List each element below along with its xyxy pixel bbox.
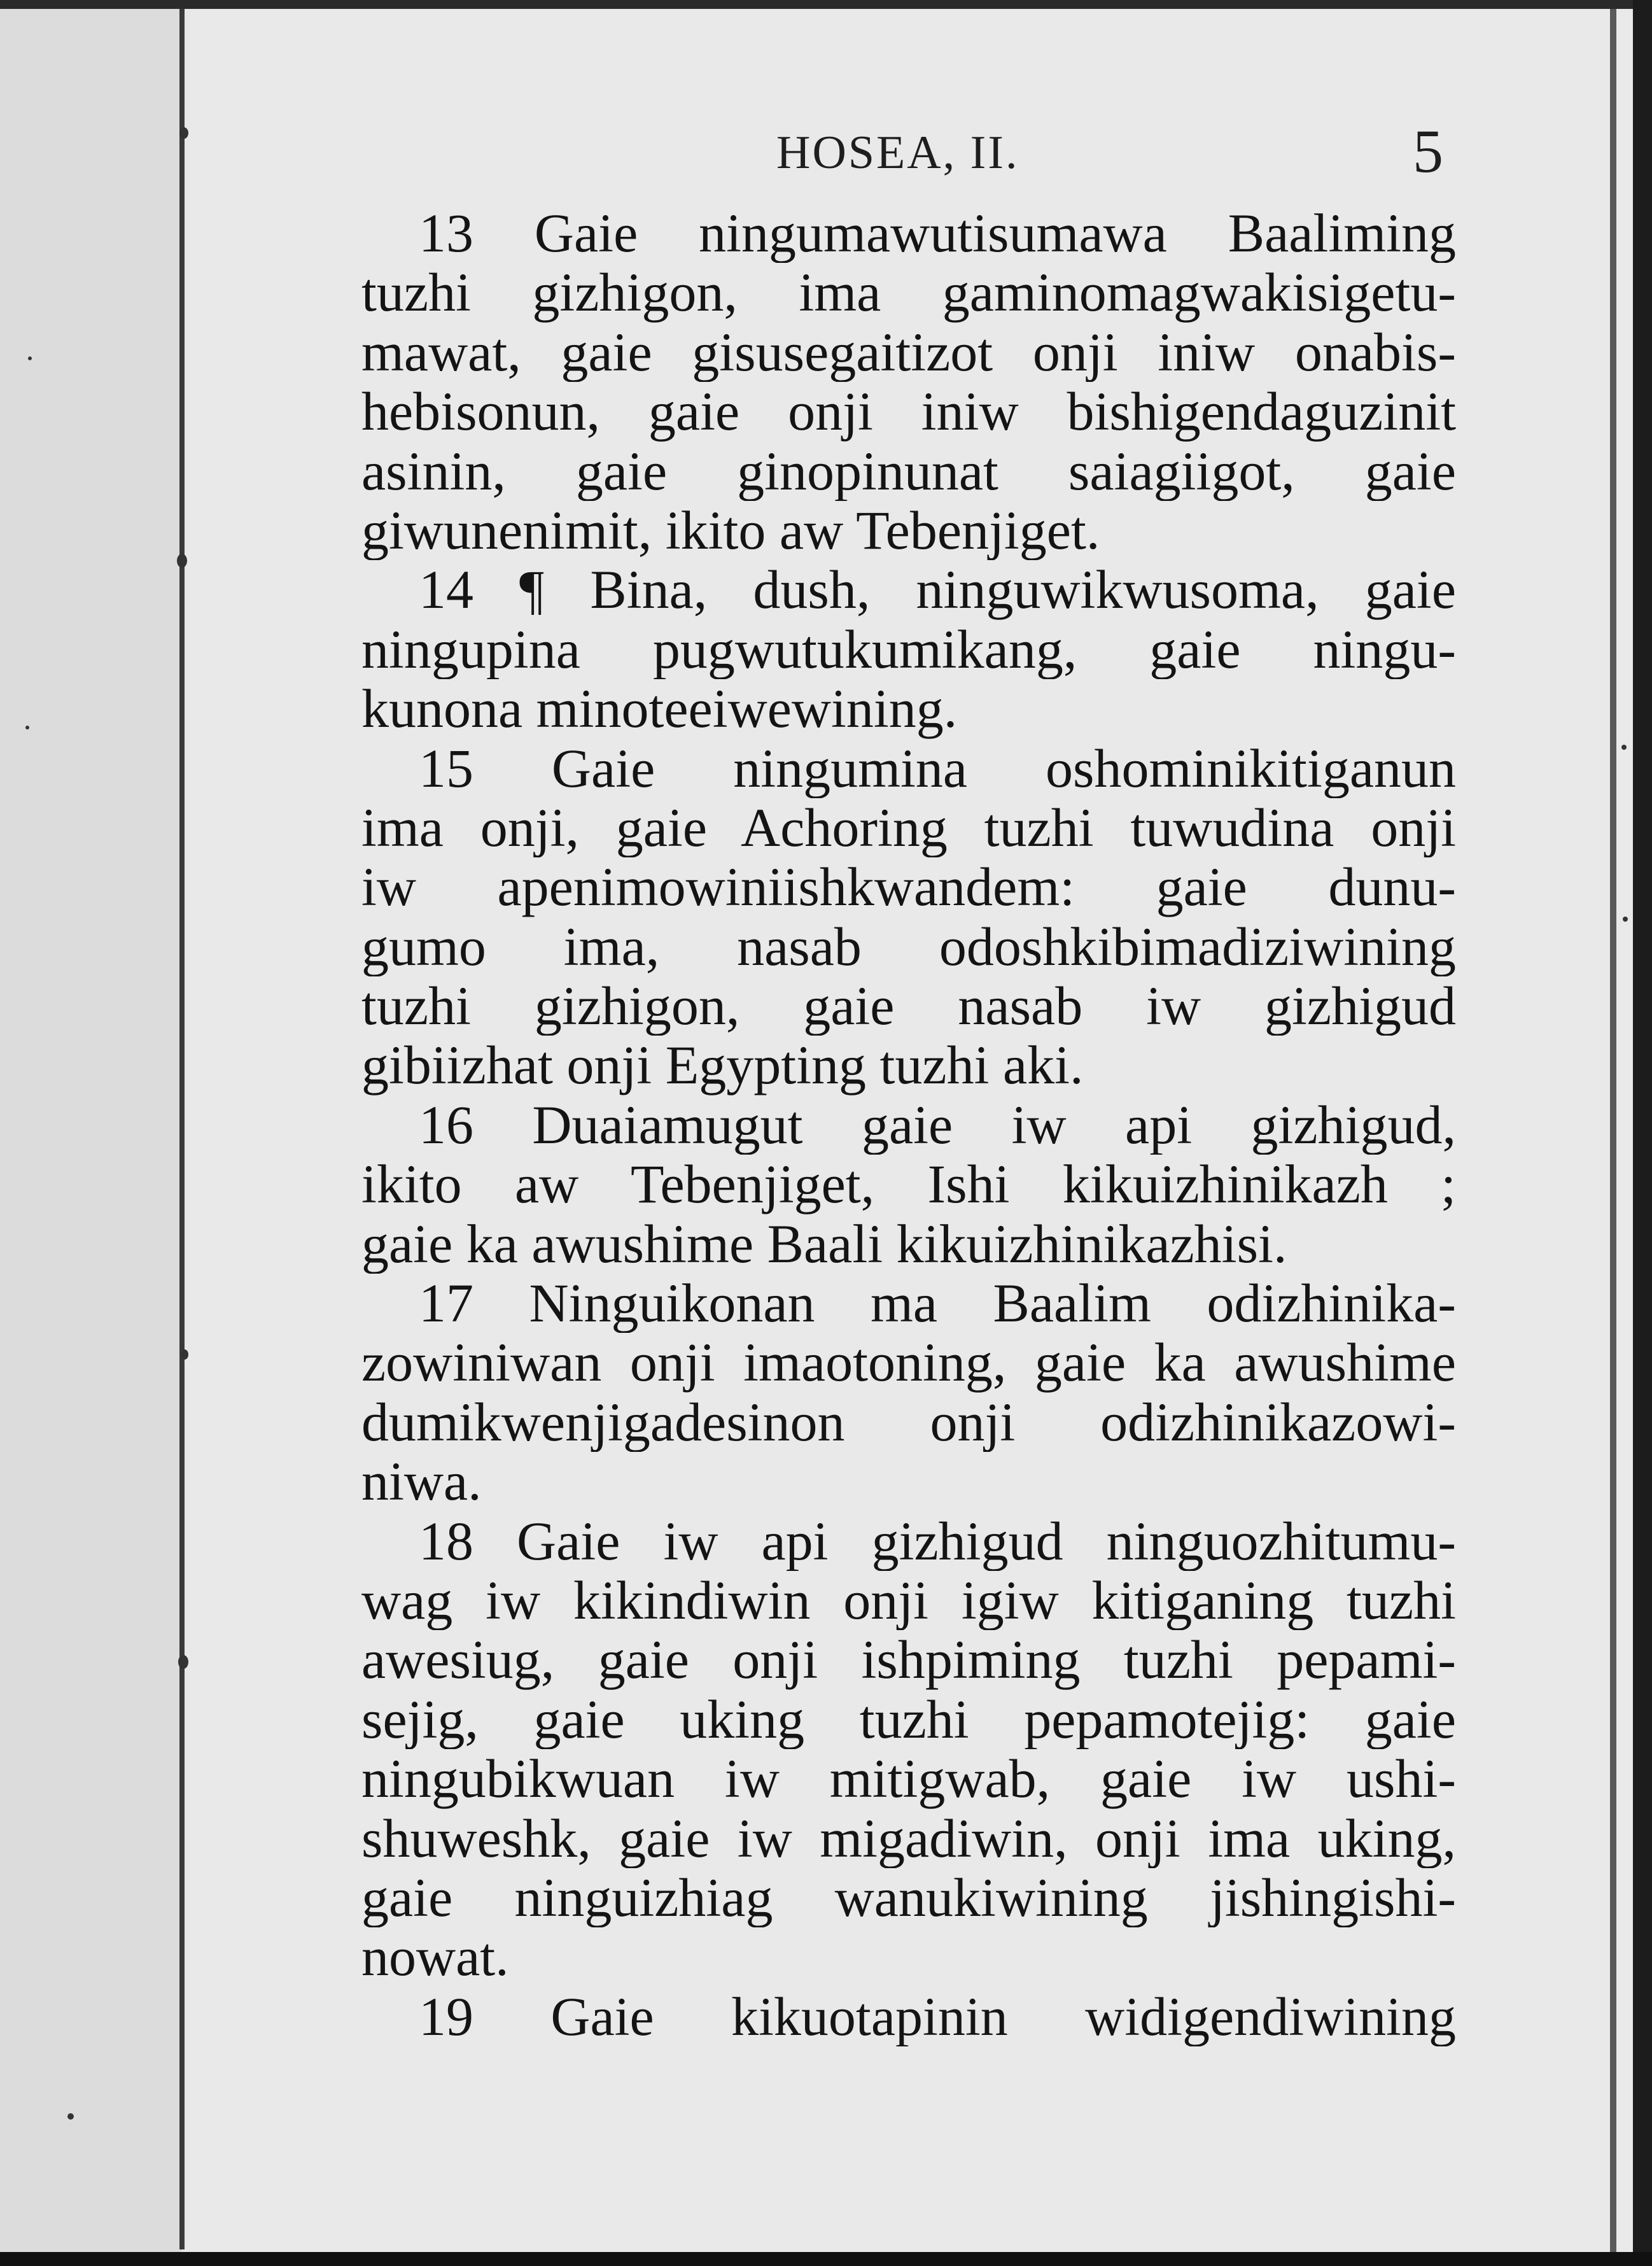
speck bbox=[179, 127, 188, 139]
speck bbox=[177, 554, 187, 568]
text-line: awesiug, gaie onji ishpiming tuzhi pepami- bbox=[361, 1630, 1456, 1690]
text-line: wag iw kikindiwin onji igiw kitiganing tuzhi bbox=[361, 1570, 1456, 1631]
text-line: 16 Duaiamugut gaie iw api gizhigud, bbox=[419, 1095, 1456, 1155]
text-line: tuzhi gizhigon, gaie nasab iw gizhigud bbox=[361, 976, 1456, 1036]
text-line: niwa. bbox=[361, 1452, 482, 1512]
body-text bbox=[361, 204, 1456, 2046]
text-line: gibiizhat onji Egypting tuzhi aki. bbox=[361, 1036, 1084, 1095]
text-line: sejig, gaie uking tuzhi pepamotejig: gaie bbox=[361, 1689, 1456, 1750]
text-line: gaie ninguizhiag wanukiwining jishingishi- bbox=[361, 1868, 1456, 1928]
text-line: tuzhi gizhigon, ima gaminomagwakisigetu- bbox=[361, 263, 1456, 323]
text-line: giwunenimit, ikito aw Tebenjiget. bbox=[361, 500, 1100, 561]
text-line: iw apenimowiniishkwandem: gaie dunu- bbox=[361, 857, 1456, 917]
inner-margin bbox=[0, 9, 182, 2252]
outer-page-edge bbox=[1610, 9, 1616, 2252]
text-line: zowiniwan onji imaotoning, gaie ka awushime bbox=[361, 1333, 1456, 1393]
text-line: 14 ¶ Bina, dush, ninguwikwusoma, gaie bbox=[419, 560, 1456, 620]
text-line: dumikwenjigadesinon onji odizhinikazowi- bbox=[361, 1392, 1456, 1453]
text-line: asinin, gaie ginopinunat saiagiigot, gaie bbox=[361, 441, 1456, 501]
binding-edge-line bbox=[179, 9, 185, 2249]
speck bbox=[1623, 917, 1628, 922]
text-line: gaie ka awushime Baali kikuizhinikazhisi. bbox=[361, 1214, 1287, 1274]
running-head: HOSEA, II. bbox=[776, 127, 1019, 179]
speck bbox=[181, 1349, 188, 1360]
text-line: 18 Gaie iw api gizhigud ninguozhitumu- bbox=[419, 1511, 1456, 1571]
text-line: 13 Gaie ningumawutisumawa Baaliming bbox=[419, 204, 1456, 264]
text-line: ima onji, gaie Achoring tuzhi tuwudina onji bbox=[361, 798, 1456, 858]
page-number: 5 bbox=[1413, 117, 1443, 185]
text-line: ikito aw Tebenjiget, Ishi kikuizhinikazh ; bbox=[361, 1155, 1456, 1214]
text-line: mawat, gaie gisusegaitizot onji iniw onabis- bbox=[361, 322, 1456, 383]
text-line: gumo ima, nasab odoshkibimadiziwining bbox=[361, 917, 1456, 977]
speck bbox=[1621, 745, 1627, 750]
text-line: shuweshk, gaie iw migadiwin, onji ima uking, bbox=[361, 1808, 1456, 1868]
speck bbox=[28, 356, 32, 360]
speck bbox=[178, 1655, 188, 1669]
text-line: 19 Gaie kikuotapinin widigendiwining bbox=[419, 1987, 1456, 2047]
text-line: nowat. bbox=[361, 1927, 509, 1987]
page-header bbox=[356, 102, 1464, 191]
scan-right-edge bbox=[1633, 0, 1652, 2266]
text-line: ningupina pugwutukumikang, gaie ningu- bbox=[361, 619, 1456, 680]
scan-top-edge bbox=[0, 0, 1652, 9]
text-line: ningubikwuan iw mitigwab, gaie iw ushi- bbox=[361, 1749, 1456, 1809]
scan-bottom-edge bbox=[0, 2252, 1652, 2266]
text-line: 15 Gaie ningumina oshominikitiganun bbox=[419, 738, 1456, 798]
speck bbox=[67, 2113, 74, 2120]
text-line: hebisonun, gaie onji iniw bishigendaguzinit bbox=[361, 382, 1456, 442]
text-line: kunona minoteeiwewining. bbox=[361, 679, 958, 739]
speck bbox=[25, 726, 29, 729]
text-line: 17 Ninguikonan ma Baalim odizhinika- bbox=[419, 1274, 1456, 1334]
